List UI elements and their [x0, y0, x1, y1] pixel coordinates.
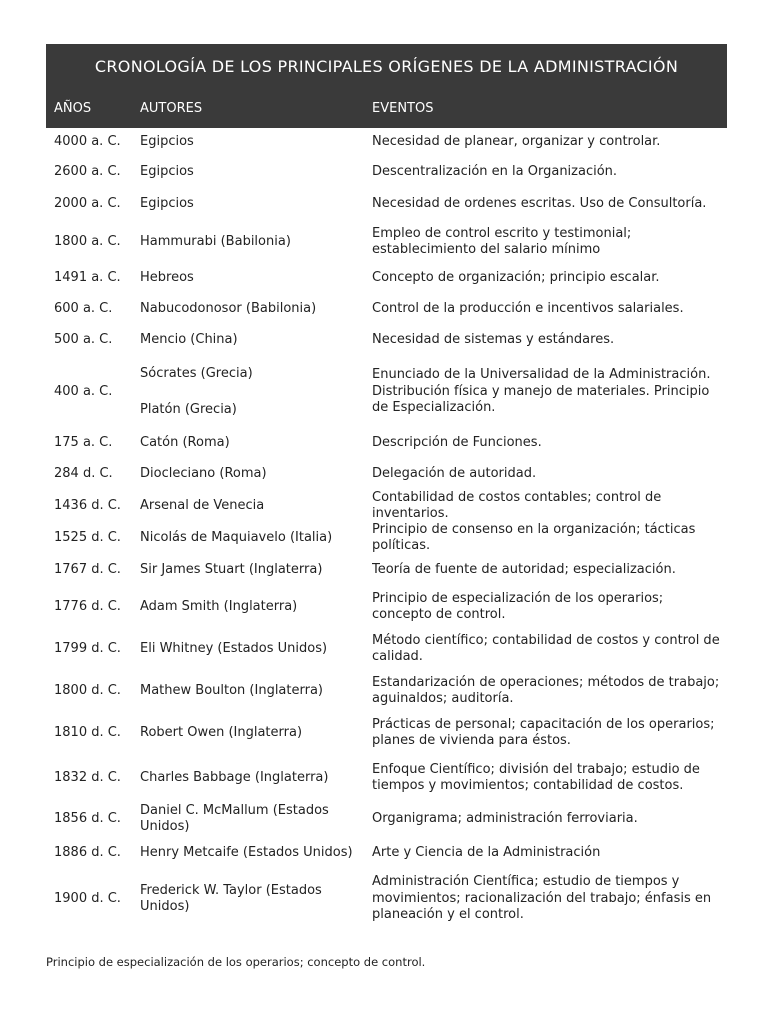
event-text: Distribución física y manejo de materiales. Principio de Especialización.: [372, 383, 710, 416]
year-cell: 1900 d. C.: [54, 890, 121, 906]
table-row: [46, 554, 727, 586]
event-cell: Control de la producción e incentivos salariales.: [372, 301, 684, 317]
event-cell: Necesidad de sistemas y estándares.: [372, 332, 615, 348]
event-cell: Contabilidad de costos contables; control de inventarios.: [372, 489, 662, 521]
event-cell: Necesidad de ordenes escritas. Uso de Consultoría.: [372, 196, 707, 212]
table-row: [46, 522, 727, 554]
table-row: [46, 836, 727, 870]
table-row: [46, 128, 727, 157]
event-cell: Enfoque Científico; división del trabajo; estudio de tiempos y movimientos; contabilidad de costos.: [372, 761, 700, 793]
author-cell: Robert Owen (Inglaterra): [140, 724, 303, 740]
event-cell: Teoría de fuente de autoridad; especialización.: [372, 561, 676, 577]
year-cell: 1491 a. C.: [54, 270, 121, 286]
event-cell: Necesidad de planear, organizar y controlar.: [372, 134, 661, 150]
year-cell: 1799 d. C.: [54, 640, 121, 656]
year-cell: 1767 d. C.: [54, 561, 121, 577]
table-row: [46, 802, 727, 836]
author-name: Platón (Grecia): [140, 401, 237, 417]
author-cell: Adam Smith (Inglaterra): [140, 598, 298, 614]
year-cell: 600 a. C.: [54, 301, 113, 317]
table-row: [46, 459, 727, 490]
table-row: [46, 712, 727, 754]
event-cell: Delegación de autoridad.: [372, 466, 537, 482]
event-cell: Arte y Ciencia de la Administración: [372, 844, 601, 860]
year-cell: 2600 a. C.: [54, 164, 121, 180]
author-cell: Mathew Boulton (Inglaterra): [140, 682, 323, 698]
year-cell: 500 a. C.: [54, 332, 113, 348]
year-cell: 175 a. C.: [54, 435, 113, 451]
year-cell: 1525 d. C.: [54, 529, 121, 545]
event-cell: Estandarización de operaciones; métodos de trabajo; aguinaldos; auditoría.: [372, 674, 720, 706]
event-cell: Descripción de Funciones.: [372, 435, 542, 451]
table-row: [46, 870, 727, 928]
table-row: [46, 428, 727, 459]
author-cell: Egipcios: [140, 196, 194, 212]
table-row: [46, 356, 727, 428]
author-name: Sócrates (Grecia): [140, 365, 253, 381]
event-cell: Principio de consenso en la organización; tácticas políticas.: [372, 521, 696, 553]
author-cell: Frederick W. Taylor (Estados Unidos): [140, 882, 322, 914]
year-cell: 1776 d. C.: [54, 598, 121, 614]
author-cell: Nicolás de Maquiavelo (Italia): [140, 529, 333, 545]
table-row: [46, 325, 727, 356]
event-cell: Administración Científica; estudio de tiempos y movimientos; racionalización del trabajo; énfasis en planeación y el control.: [372, 874, 712, 923]
table-row: [46, 628, 727, 670]
author-cell: [140, 356, 372, 428]
event-cell: Principio de especialización de los operarios; concepto de control.: [372, 590, 664, 622]
column-header-authors: AUTORES: [140, 100, 203, 116]
event-cell: Empleo de control escrito y testimonial; establecimiento del salario mínimo: [372, 225, 632, 257]
table-title: CRONOLOGÍA DE LOS PRINCIPALES ORÍGENES DE LA ADMINISTRACIÓN: [94, 56, 679, 76]
event-cell: Prácticas de personal; capacitación de los operarios; planes de vivienda para éstos.: [372, 716, 715, 748]
author-cell: Eli Whitney (Estados Unidos): [140, 640, 328, 656]
event-cell: Método científico; contabilidad de costos y control de calidad.: [372, 632, 720, 664]
author-cell: Charles Babbage (Inglaterra): [140, 769, 329, 785]
table-row: [46, 586, 727, 628]
year-cell: 400 a. C.: [54, 383, 113, 399]
column-header-events: EVENTOS: [372, 100, 434, 116]
year-cell: 2000 a. C.: [54, 196, 121, 212]
table-row: [46, 157, 727, 188]
table-row: [46, 754, 727, 802]
author-cell: Arsenal de Venecia: [140, 497, 265, 513]
author-cell: Egipcios: [140, 164, 194, 180]
table-row: [46, 263, 727, 294]
event-cell: Descentralización en la Organización.: [372, 164, 618, 180]
year-cell: 1886 d. C.: [54, 844, 121, 860]
year-cell: 1800 d. C.: [54, 682, 121, 698]
column-headers: [46, 88, 727, 128]
author-cell: Diocleciano (Roma): [140, 466, 267, 482]
author-cell: Henry Metcaife (Estados Unidos): [140, 844, 353, 860]
year-cell: 1436 d. C.: [54, 497, 121, 513]
event-cell: Concepto de organización; principio escalar.: [372, 270, 660, 286]
table-row: [46, 294, 727, 325]
year-cell: 1856 d. C.: [54, 810, 121, 826]
year-cell: 1800 a. C.: [54, 233, 121, 249]
table-row: [46, 188, 727, 221]
author-cell: Catón (Roma): [140, 435, 230, 451]
chronology-table: [46, 44, 727, 928]
year-cell: 4000 a. C.: [54, 134, 121, 150]
year-cell: 284 d. C.: [54, 466, 113, 482]
author-cell: Nabucodonosor (Babilonia): [140, 301, 317, 317]
footnote: Principio de especialización de los operarios; concepto de control.: [46, 955, 426, 969]
table-row: [46, 490, 727, 522]
event-cell: Organigrama; administración ferroviaria.: [372, 810, 638, 826]
column-header-years: AÑOS: [54, 100, 92, 116]
table-row: [46, 221, 727, 263]
event-text: Enunciado de la Universalidad de la Administración.: [372, 367, 711, 383]
author-cell: Mencio (China): [140, 332, 238, 348]
event-cell: [372, 367, 727, 417]
author-cell: Hebreos: [140, 270, 194, 286]
author-cell: Sir James Stuart (Inglaterra): [140, 561, 323, 577]
author-cell: Daniel C. McMallum (Estados Unidos): [140, 802, 329, 834]
year-cell: 1810 d. C.: [54, 724, 121, 740]
year-cell: 1832 d. C.: [54, 769, 121, 785]
table-header: [46, 44, 727, 128]
author-cell: Hammurabi (Babilonia): [140, 233, 291, 249]
table-body: [46, 128, 727, 928]
author-cell: Egipcios: [140, 134, 194, 150]
table-row: [46, 670, 727, 712]
